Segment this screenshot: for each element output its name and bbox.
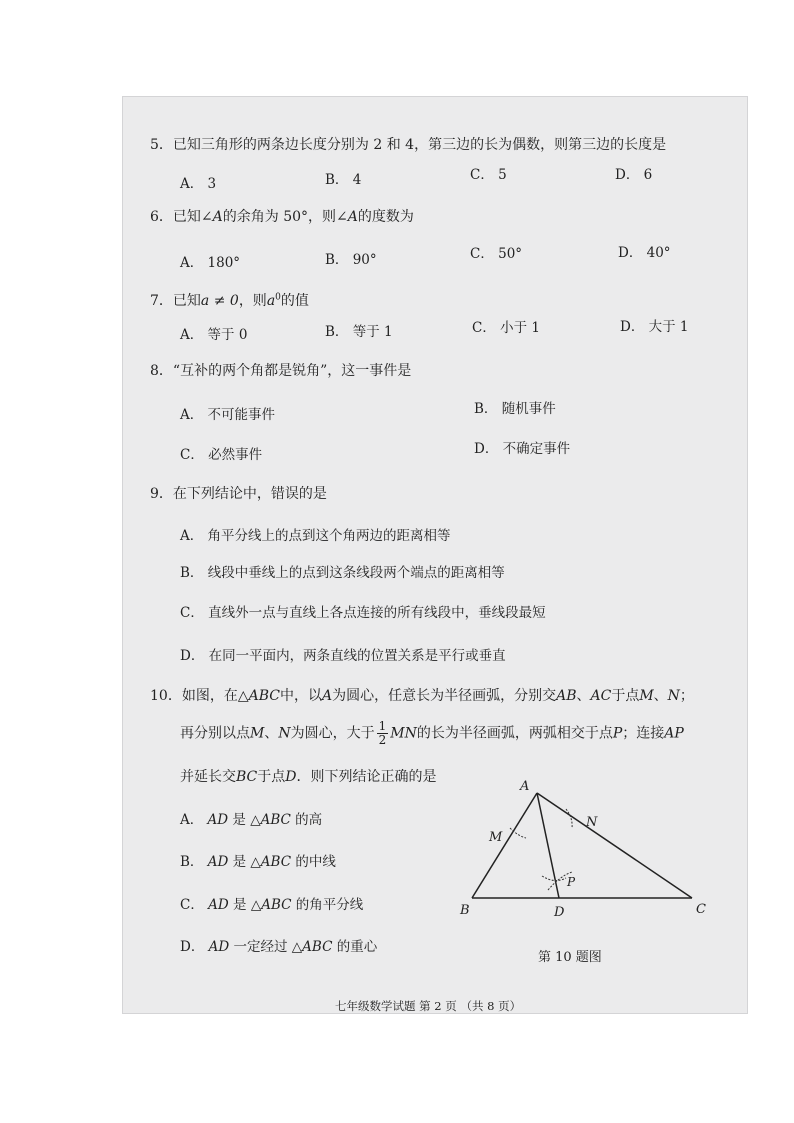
q7-option-b: B． 等于 1 bbox=[325, 324, 393, 340]
label-a: A bbox=[520, 779, 530, 794]
q6-option-b: B． 90° bbox=[325, 252, 377, 268]
q6-stem: 6．已知∠A的余角为 50°，则∠A的度数为 bbox=[150, 209, 414, 225]
q7-option-d: D． 大于 1 bbox=[620, 319, 689, 335]
side-ac bbox=[537, 793, 692, 898]
q5-option-c: C． 5 bbox=[470, 167, 507, 183]
label-p: P bbox=[567, 875, 576, 889]
q9-stem: 9．在下列结论中，错误的是 bbox=[150, 486, 327, 502]
q10-stem-line3: 并延长交BC于点D．则下列结论正确的是 bbox=[180, 769, 437, 785]
q10-option-c: C． AD 是 △ABC 的角平分线 bbox=[180, 897, 364, 913]
q8-stem: 8．“互补的两个角都是锐角”，这一事件是 bbox=[150, 363, 412, 379]
q8-option-c: C． 必然事件 bbox=[180, 447, 263, 463]
arc-n bbox=[566, 809, 572, 828]
q10-option-b: B． AD 是 △ABC 的中线 bbox=[180, 854, 336, 870]
q7-option-a: A． 等于 0 bbox=[180, 327, 248, 343]
label-m: M bbox=[489, 830, 503, 845]
label-d: D bbox=[554, 905, 565, 920]
q8-option-a: A． 不可能事件 bbox=[180, 407, 276, 423]
q9-option-c: C． 直线外一点与直线上各点连接的所有线段中，垂线段最短 bbox=[180, 605, 546, 621]
fraction-one-half: $\frac{1}{2}$ bbox=[378, 719, 387, 747]
q10-triangle-figure bbox=[462, 776, 712, 926]
q8-option-d: D． 不确定事件 bbox=[474, 441, 571, 457]
q10-option-d: D． AD 一定经过 △ABC 的重心 bbox=[180, 939, 378, 955]
exam-page bbox=[122, 96, 748, 1014]
q7-stem: 7．已知a ≠ 0，则$a^0$的值 bbox=[150, 292, 309, 309]
q9-option-a: A． 角平分线上的点到这个角两边的距离相等 bbox=[180, 528, 451, 544]
label-c: C bbox=[696, 902, 706, 917]
q9-option-b: B． 线段中垂线上的点到这条线段两个端点的距离相等 bbox=[180, 565, 505, 581]
side-ab bbox=[472, 793, 537, 898]
q10-stem-line1: 10．如图，在△ABC中，以A为圆心，任意长为半径画弧，分别交AB、AC于点M、N； bbox=[150, 688, 694, 704]
q10-option-a: A． AD 是 △ABC 的高 bbox=[180, 812, 323, 828]
q8-option-b: B． 随机事件 bbox=[474, 401, 556, 417]
q7-option-c: C． 小于 1 bbox=[472, 320, 541, 336]
q5-option-a: A． 3 bbox=[180, 176, 217, 192]
q5-stem: 5．已知三角形的两条边长度分别为 2 和 4，第三边的长为偶数，则第三边的长度是 bbox=[150, 137, 667, 153]
q5-option-d: D． 6 bbox=[615, 167, 653, 183]
page-footer: 七年级数学试题 第 2 页 （共 8 页） bbox=[335, 999, 522, 1013]
q6-option-d: D． 40° bbox=[618, 245, 671, 261]
q6-option-a: A． 180° bbox=[180, 255, 241, 271]
q9-option-d: D． 在同一平面内，两条直线的位置关系是平行或垂直 bbox=[180, 648, 506, 664]
label-n: N bbox=[586, 815, 598, 830]
q10-stem-line2: 再分别以点M、N为圆心，大于 $\frac{1}{2}$ MN的长为半径画弧，两弧相交于点P；连接AP bbox=[180, 719, 684, 747]
label-b: B bbox=[460, 903, 470, 918]
figure-caption: 第 10 题图 bbox=[538, 950, 602, 965]
q6-option-c: C． 50° bbox=[470, 246, 523, 262]
q5-option-b: B． 4 bbox=[325, 172, 362, 188]
